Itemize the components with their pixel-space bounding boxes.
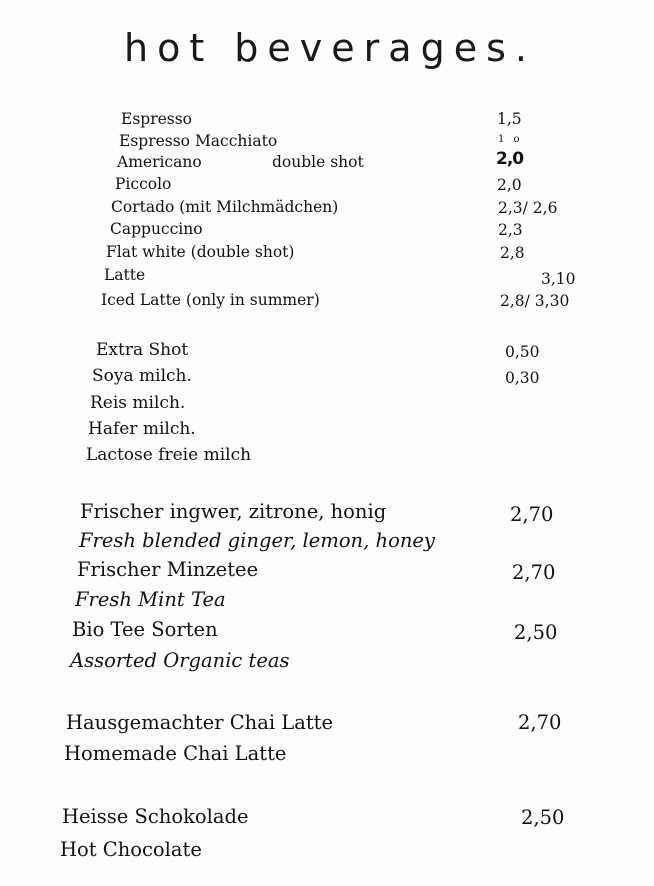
tea-translation-mint: Fresh Mint Tea	[75, 588, 226, 611]
tea-translation-ginger: Fresh blended ginger, lemon, honey	[79, 529, 435, 552]
coffee-price-cappuccino: 2,3	[498, 221, 523, 239]
coffee-price-espresso-macchiato: 1 o	[498, 134, 523, 145]
tea-price-mint: 2,70	[512, 561, 556, 584]
extra-item-hafer-milch: Hafer milch.	[88, 419, 196, 439]
tea-price-organic: 2,50	[514, 621, 558, 644]
coffee-item-espresso: Espresso	[121, 110, 193, 128]
menu-title: hot beverages.	[124, 26, 536, 70]
special-price-chai: 2,70	[518, 711, 562, 734]
coffee-item-iced-latte: Iced Latte (only in summer)	[101, 291, 320, 309]
coffee-price-piccolo: 2,0	[497, 176, 522, 194]
coffee-price-americano: 2,0	[496, 149, 524, 169]
coffee-item-flat-white: Flat white (double shot)	[106, 243, 295, 261]
coffee-item-latte: Latte	[104, 266, 146, 284]
extra-price-extra-shot: 0,50	[505, 343, 540, 361]
coffee-price-espresso: 1,5	[497, 110, 522, 128]
coffee-price-flat-white: 2,8	[500, 244, 525, 262]
tea-item-ginger: Frischer ingwer, zitrone, honig	[80, 500, 387, 523]
extra-item-soya-milch: Soya milch.	[92, 366, 192, 386]
special-translation-chocolate: Hot Chocolate	[60, 838, 202, 861]
coffee-item-americano: Americano	[117, 153, 202, 171]
coffee-item-cappuccino: Cappuccino	[110, 220, 203, 238]
special-price-chocolate: 2,50	[521, 806, 565, 829]
coffee-price-latte: 3,10	[541, 270, 576, 288]
tea-price-ginger: 2,70	[510, 503, 554, 526]
tea-item-organic: Bio Tee Sorten	[72, 618, 218, 641]
tea-translation-organic: Assorted Organic teas	[70, 649, 290, 672]
special-translation-chai: Homemade Chai Latte	[64, 742, 287, 765]
coffee-item-espresso-macchiato: Espresso Macchiato	[119, 132, 278, 150]
tea-item-mint: Frischer Minzetee	[77, 558, 259, 581]
coffee-price-cortado: 2,3/ 2,6	[498, 199, 558, 217]
coffee-item-cortado: Cortado (mit Milchmädchen)	[111, 198, 339, 216]
extra-price-soya-milch: 0,30	[505, 369, 540, 387]
extra-item-extra-shot: Extra Shot	[96, 340, 189, 360]
coffee-item-piccolo: Piccolo	[115, 175, 172, 193]
extra-item-lactose-freie-milch: Lactose freie milch	[86, 445, 252, 465]
special-item-chocolate: Heisse Schokolade	[62, 805, 249, 828]
extra-item-reis-milch: Reis milch.	[90, 393, 186, 413]
coffee-note-americano: double shot	[272, 153, 364, 171]
coffee-price-iced-latte: 2,8/ 3,30	[500, 292, 570, 310]
special-item-chai: Hausgemachter Chai Latte	[66, 711, 334, 734]
